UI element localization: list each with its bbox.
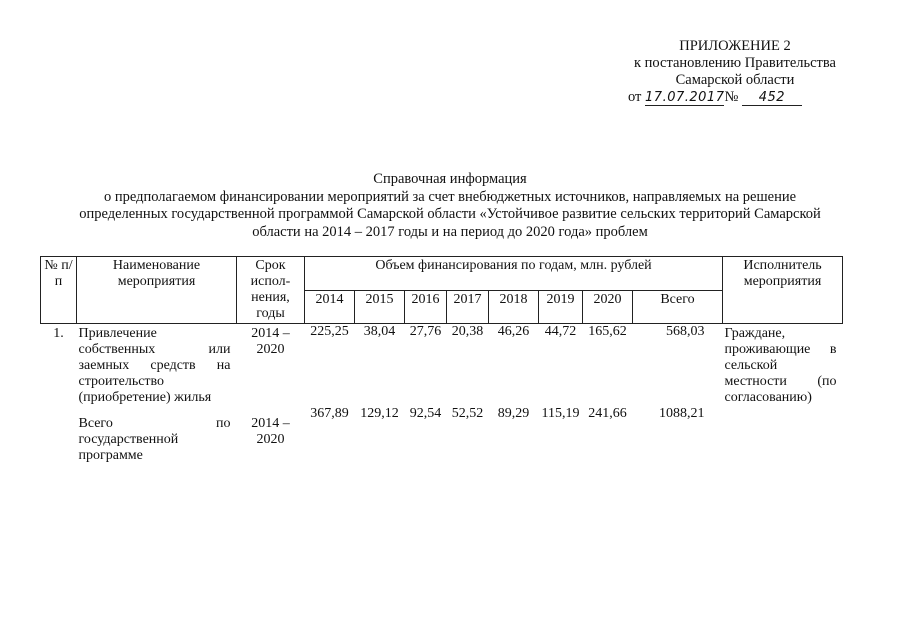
row-value: 241,66 [588,406,627,421]
date-prefix: от [628,89,642,105]
year-header: 2014 [305,290,355,324]
table-row [41,324,843,407]
appendix-title: ПРИЛОЖЕНИЕ 2 [679,38,791,54]
table-row [41,406,843,464]
row-value: 129,12 [360,406,399,421]
row-value: 165,62 [588,324,627,339]
year-header: 2016 [405,290,447,324]
row-num [41,406,77,464]
year-header: 2017 [447,290,489,324]
appendix-resolution-line: к постановлению Правительства [634,55,836,71]
number-prefix: № [724,89,739,105]
row-value: 38,04 [363,324,396,339]
row-total: 568,03 [666,324,705,339]
row-value: 89,29 [497,406,530,421]
year-header: 2015 [355,290,405,324]
year-header: 2018 [489,290,539,324]
appendix-header [600,38,870,106]
row-term: 2014 – 2020 [251,326,290,357]
row-value: 92,54 [409,406,442,421]
row-value: 46,26 [497,324,530,339]
header-executor: Исполнитель мероприятия [723,257,843,324]
header-name: Наименование мероприятия [77,257,237,324]
year-header: 2020 [583,290,633,324]
document-title [40,171,860,241]
row-term: 2014 – 2020 [251,416,290,447]
row-value: 52,52 [451,406,484,421]
row-executor [723,406,843,464]
year-header: 2019 [539,290,583,324]
appendix-date-line [600,89,870,106]
appendix-region-line: Самарской области [675,72,795,88]
row-executor: Граждане, проживающие в сельской местности (по согласованию) [724,326,837,405]
row-num: 1. [53,326,64,341]
financing-table [40,256,843,464]
resolution-date: 17.07.2017 [645,90,725,105]
header-num: № п/п [41,257,77,324]
row-value: 367,89 [310,406,349,421]
row-value: 225,25 [310,324,349,339]
header-term: Срок испол-нения, годы [237,257,305,324]
row-value: 20,38 [451,324,484,339]
resolution-number: 452 [742,90,802,106]
title-line-3: определенных государственной программой Самарской области «Устойчивое развитие сельских территорий Самарской [79,206,821,222]
row-name: Всего по государственной программе [78,416,231,463]
title-line-2: о предполагаемом финансировании мероприятий за счет внебюджетных источников, направляемых на решение [103,188,797,205]
title-line-4: области на 2014 – 2017 годы и на период до 2020 года» проблем [252,223,648,240]
header-funding: Объем финансирования по годам, млн. рублей [305,257,723,291]
total-header: Всего [633,290,723,324]
row-value: 44,72 [544,324,577,339]
row-total: 1088,21 [659,406,705,421]
row-value: 115,19 [541,406,580,421]
row-name: Привлечение собственных или заемных средств на строительство (приобретение) жилья [78,326,231,405]
title-line-1: Справочная информация [373,171,527,187]
row-value: 27,76 [409,324,442,339]
